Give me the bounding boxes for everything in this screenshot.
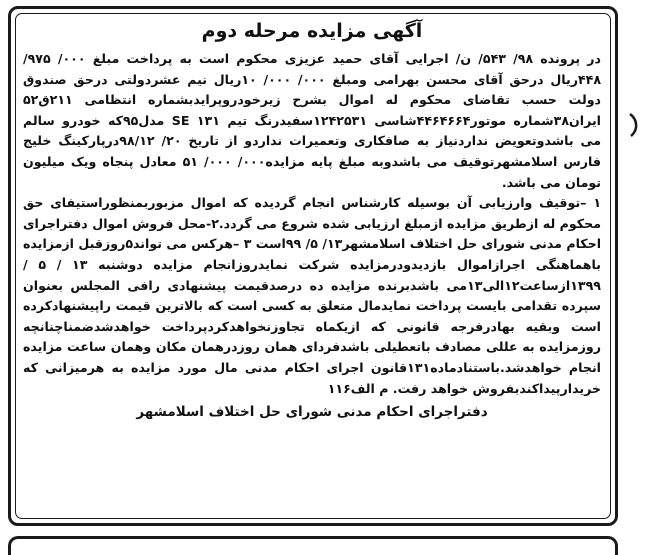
margin-bracket-mark xyxy=(628,112,642,138)
notice-paragraph-terms: ۱ –توقیف وارزیابی آن بوسیله کارشناس انجام گردیده که اموال مزبوربمنظوراستیفای حق محکوم له ازطریق مزایده ازمبلغ ارزیابی شده شروع می گردد.۲-محل فروش اموال دفتراجرای احکام مدنی شورای حل اختلاف اسلامشهر۱۳/ ۵/ ۹۹است ۳ –هرکس می تواند۵روزقبل ازمزایده باهماهنگی اجرازاموال بازدیدودرمزایده شرکت نمایدروزانجام مزایده دوشنبه ۱۳ / ۵ /۱۳۹۹ازساعت۱۲الی۱۳می باشدبرنده مزایده ده درصدقیمت پیشنهادی رافی المجلس بعنوان سپرده تقدامی بایست پرداخت نمایدمال متعلق به کسی است که بالاترین قیمت راپیشنهادکرده است وبقیه بهادرفرجه قانونی که ازیکماه تجاوزنخواهدکردپرداخت خواهدشدضمناچنانچه روزمزایده به عللی مصادف باتعطیلی باشدفردای همان روزدرهمان مکان وهمان ساعت مزایده انجام خواهدشد.باستنادماده۱۳۱قانون اجرای احکام مدنی مال مورد مزایده به هرمیزانی که خریدارپیداکندبفروش خواهد رفت. م الف۱۱۶ xyxy=(23,195,602,396)
auction-notice xyxy=(8,6,618,526)
next-notice-frame-edge xyxy=(8,536,618,555)
notice-title: آگهی مزایده مرحله دوم xyxy=(201,20,423,42)
notice-signature: دفتراجرای احکام مدنی شورای حل اختلاف اسلامشهر xyxy=(136,404,488,421)
notice-paragraph-case: در پرونده ۹۸/ ۵۴۳/ ن/ اجرایی آقای حمید عزیزی محکوم است به پرداخت مبلغ ۰۰۰/ ۹۷۵/ ۴۴۸ریال درحق آقای محسن بهرامی ومبلغ ۰۰۰/ ۰۰۰/ ۱۰ریال نیم عشردولتی درحق صندوق دولت حسب تقاضای محکوم له اموال بشرح زیرخودروپرایدبشماره انتظامی ۲۱۱ق۵۲ ایران۳۸شماره موتور۴۴۶۴۶۶۴شاسی ۱۲۴۲۵۳۱سفیدرنگ تیم ۱۳۱ SE مدل۹۵که خودرو سالم می باشدوتعویض نداردنیاز به صافکاری وتعمیرات نداردو از تاریخ ۲۰/ ۹۸/۱۲درپارکینگ خلیج فارس اسلامشهرتوقیف می باشدوبه مبلغ پایه مزایده۰۰۰/ ۰۰۰/ ۵۱ معادل پنجاه ویک میلیون تومان می باشد. xyxy=(23,51,602,190)
